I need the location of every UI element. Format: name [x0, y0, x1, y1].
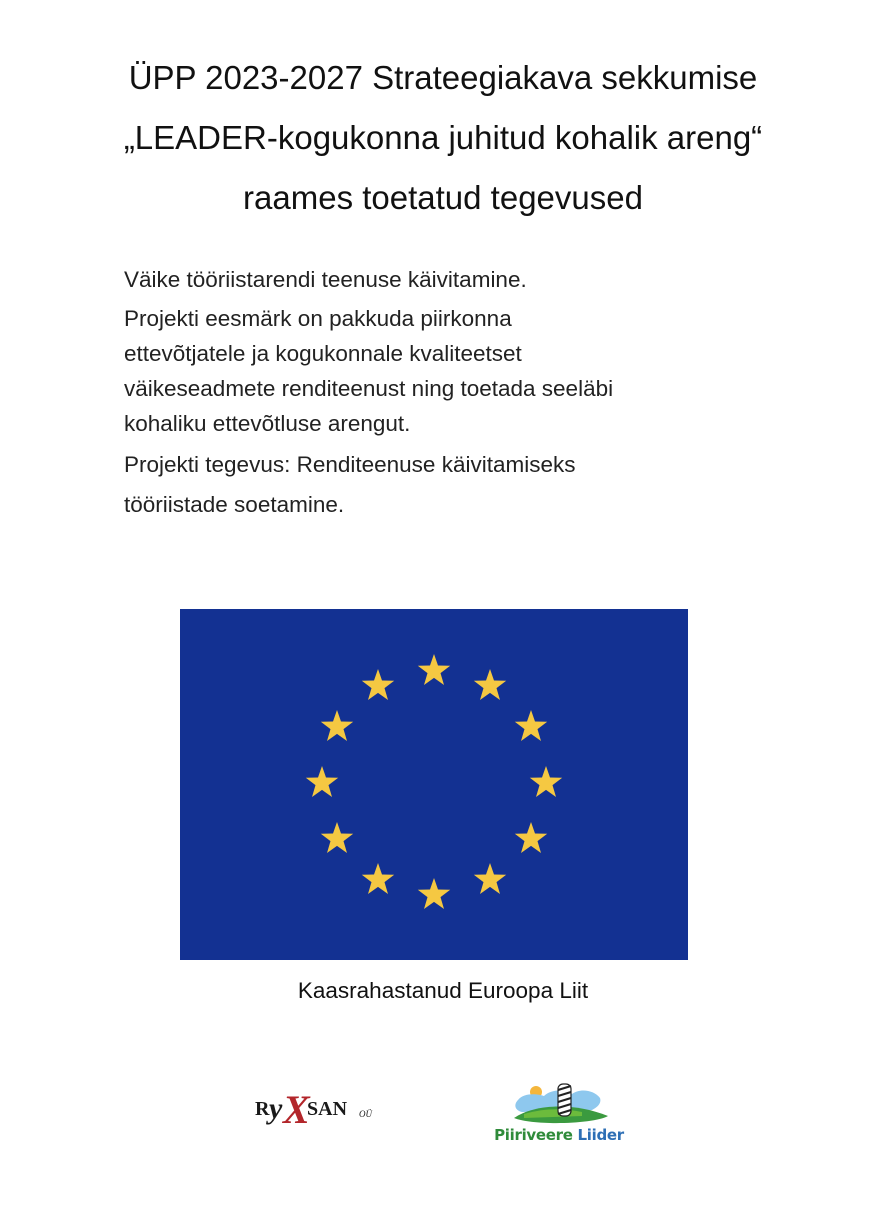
liider-word: Liider [577, 1126, 624, 1144]
activity-line: tööriistade soetamine. [124, 492, 345, 517]
project-description [124, 262, 784, 525]
project-goal [124, 301, 784, 441]
eu-stars-icon [180, 609, 688, 960]
project-name: Väike tööriistarendi teenuse käivitamine. [124, 267, 527, 292]
title-line-2: „LEADER-kogukonna juhitud kohalik areng“ [123, 119, 763, 156]
title-line-3: raames toetatud tegevused [243, 179, 643, 216]
ryxsan-letter-y: y [269, 1092, 283, 1125]
title-line-1: ÜPP 2023-2027 Strateegiakava sekkumise [128, 59, 758, 96]
goal-line: väikeseadmete renditeenust ning toetada seeläbi [124, 376, 614, 401]
ryxsan-suffix: OÜ [359, 1109, 372, 1119]
goal-line: ettevõtjatele ja kogukonnale kvaliteetset [124, 341, 522, 366]
piiriveere-liider-wordmark [484, 1126, 634, 1144]
piiriveere-word: Piiriveere [494, 1126, 573, 1144]
piiriveere-liider-logo [484, 1078, 634, 1150]
goal-line: kohaliku ettevõtluse arengut. [124, 411, 411, 436]
ryxsan-letter-x: X [283, 1087, 310, 1132]
ryxsan-letter-r: R [255, 1098, 270, 1120]
landscape-lighthouse-icon [484, 1078, 634, 1128]
project-activity [124, 445, 784, 525]
activity-line: Projekti tegevus: Renditeenuse käivitamiseks [124, 452, 576, 477]
flag-caption: Kaasrahastanud Euroopa Liit [297, 978, 589, 1003]
ryxsan-logo [255, 1087, 385, 1132]
eu-flag [180, 609, 688, 960]
ryxsan-letters-san: SAN [307, 1098, 348, 1120]
page-title [0, 48, 886, 228]
goal-line: Projekti eesmärk on pakkuda piirkonna [124, 306, 512, 331]
